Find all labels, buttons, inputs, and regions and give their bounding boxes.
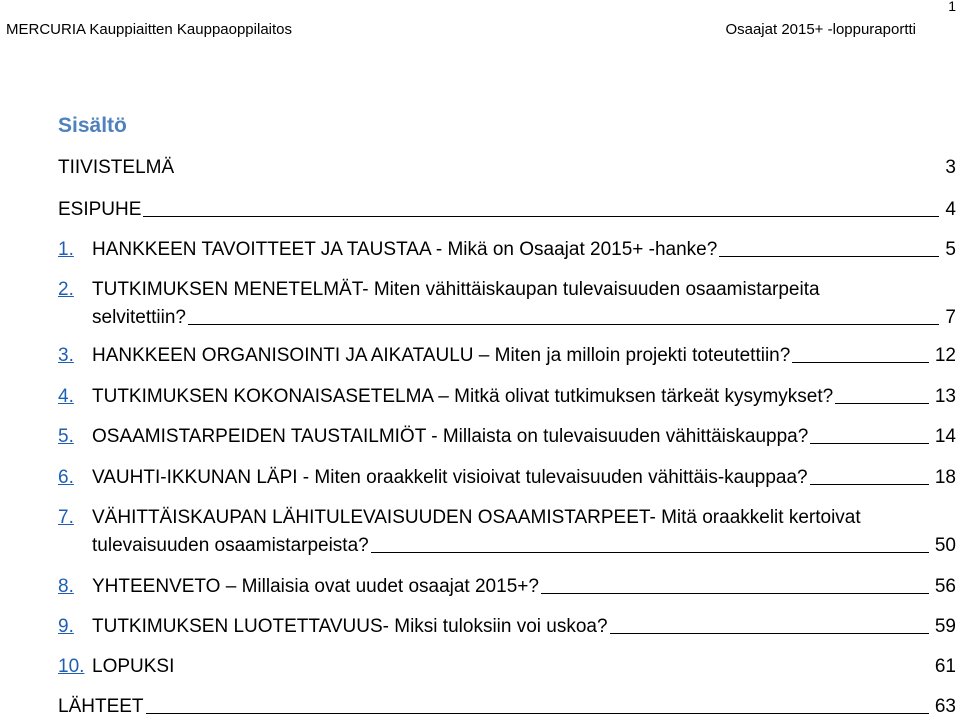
toc-entry-page: 56	[934, 576, 956, 597]
toc-entry-text-continued: tulevaisuuden osaamistarpeista?	[92, 535, 369, 556]
toc-entry-page: 61	[934, 656, 956, 677]
toc-entry-9[interactable]	[58, 613, 956, 641]
toc-entry-number-link[interactable]: 6.	[58, 467, 74, 488]
toc-entry-page: 13	[934, 386, 956, 407]
toc-leader	[371, 552, 929, 553]
header-right: Osaajat 2015+ -loppuraportti	[725, 21, 916, 38]
toc-entry-7[interactable]	[58, 504, 956, 560]
toc-entry-number-link[interactable]: 7.	[58, 507, 74, 528]
toc-entry-text: LÄHTEET	[58, 696, 144, 717]
toc-entry-page: 5	[945, 239, 956, 260]
toc-entry-number-link[interactable]: 9.	[58, 616, 74, 637]
toc-entry-4[interactable]	[58, 383, 956, 411]
toc-entry-text: VAUHTI-IKKUNAN LÄPI - Miten oraakkelit visioivat tulevaisuuden vähittäis-kauppaa?	[92, 467, 808, 488]
toc-entry-text: TUTKIMUKSEN KOKONAISASETELMA – Mitkä olivat tutkimuksen tärkeät kysymykset?	[92, 386, 834, 407]
toc-entry-1[interactable]	[58, 236, 956, 264]
toc-entry-page: 7	[945, 307, 956, 328]
toc-leader	[610, 633, 929, 634]
toc-entry-text: LOPUKSI	[92, 656, 175, 677]
toc-entry-text: OSAAMISTARPEIDEN TAUSTAILMIÖT - Millaista on tulevaisuuden vähittäiskauppa?	[92, 426, 809, 447]
toc-entry-page: 50	[934, 535, 956, 556]
toc-entry-page: 4	[945, 199, 956, 220]
toc-entry-text: TUTKIMUKSEN MENETELMÄT- Miten vähittäiskaupan tulevaisuuden osaamistarpeita	[92, 279, 820, 300]
toc-entry-text: ESIPUHE	[58, 199, 142, 220]
toc-entry-number-link[interactable]: 8.	[58, 576, 74, 597]
toc-entry-3[interactable]	[58, 342, 956, 370]
toc-entry-number-link[interactable]: 1.	[58, 239, 74, 260]
toc-leader	[810, 443, 929, 444]
toc-entry-page: 14	[934, 426, 956, 447]
toc-leader	[835, 403, 929, 404]
toc-entry-text: VÄHITTÄISKAUPAN LÄHITULEVAISUUDEN OSAAMISTARPEET- Mitä oraakkelit kertoivat	[92, 507, 861, 528]
header-left: MERCURIA Kauppiaitten Kauppaoppilaitos	[6, 21, 293, 38]
toc-title: Sisältö	[58, 114, 127, 137]
toc-entry-page: 59	[934, 616, 956, 637]
page-header	[6, 21, 916, 38]
toc-leader	[143, 216, 939, 217]
toc-entry-page: 63	[934, 696, 956, 717]
toc-leader	[719, 256, 939, 257]
toc-entry-2[interactable]	[58, 276, 956, 332]
toc-entry-number-link[interactable]: 4.	[58, 386, 74, 407]
toc-entry-lahteet[interactable]	[58, 693, 956, 721]
toc-entry-text: TIIVISTELMÄ	[58, 157, 175, 178]
toc-entry-5[interactable]	[58, 423, 956, 451]
toc-leader	[146, 713, 929, 714]
toc-entry-page: 18	[934, 467, 956, 488]
toc-entry-10[interactable]	[58, 653, 956, 681]
toc-entry-text: YHTEENVETO – Millaisia ovat uudet osaajat 2015+?	[92, 576, 539, 597]
toc-entry-tiivistelma[interactable]	[58, 154, 956, 182]
toc-entry-text: TUTKIMUKSEN LUOTETTAVUUS- Miksi tuloksiin voi uskoa?	[92, 616, 608, 637]
toc-entry-text: HANKKEEN TAVOITTEET JA TAUSTAA - Mikä on Osaajat 2015+ -hanke?	[92, 239, 718, 260]
toc-entry-number-link[interactable]: 10.	[58, 656, 85, 677]
toc-entry-esipuhe[interactable]	[58, 196, 956, 224]
toc-leader	[792, 362, 929, 363]
toc-leader	[188, 324, 939, 325]
toc-entry-page: 3	[945, 157, 956, 178]
toc-leader	[541, 593, 929, 594]
toc-entry-text: HANKKEEN ORGANISOINTI JA AIKATAULU – Miten ja milloin projekti toteutettiin?	[92, 345, 791, 366]
toc-entry-number-link[interactable]: 3.	[58, 345, 74, 366]
toc-entry-number-link[interactable]: 2.	[58, 279, 74, 300]
toc-entry-page: 12	[934, 345, 956, 366]
page-number: 1	[948, 0, 956, 14]
toc-entry-6[interactable]	[58, 464, 956, 492]
toc-leader	[810, 484, 929, 485]
toc-entry-text-continued: selvitettiin?	[92, 307, 186, 328]
toc-entry-8[interactable]	[58, 573, 956, 601]
toc-entry-number-link[interactable]: 5.	[58, 426, 74, 447]
